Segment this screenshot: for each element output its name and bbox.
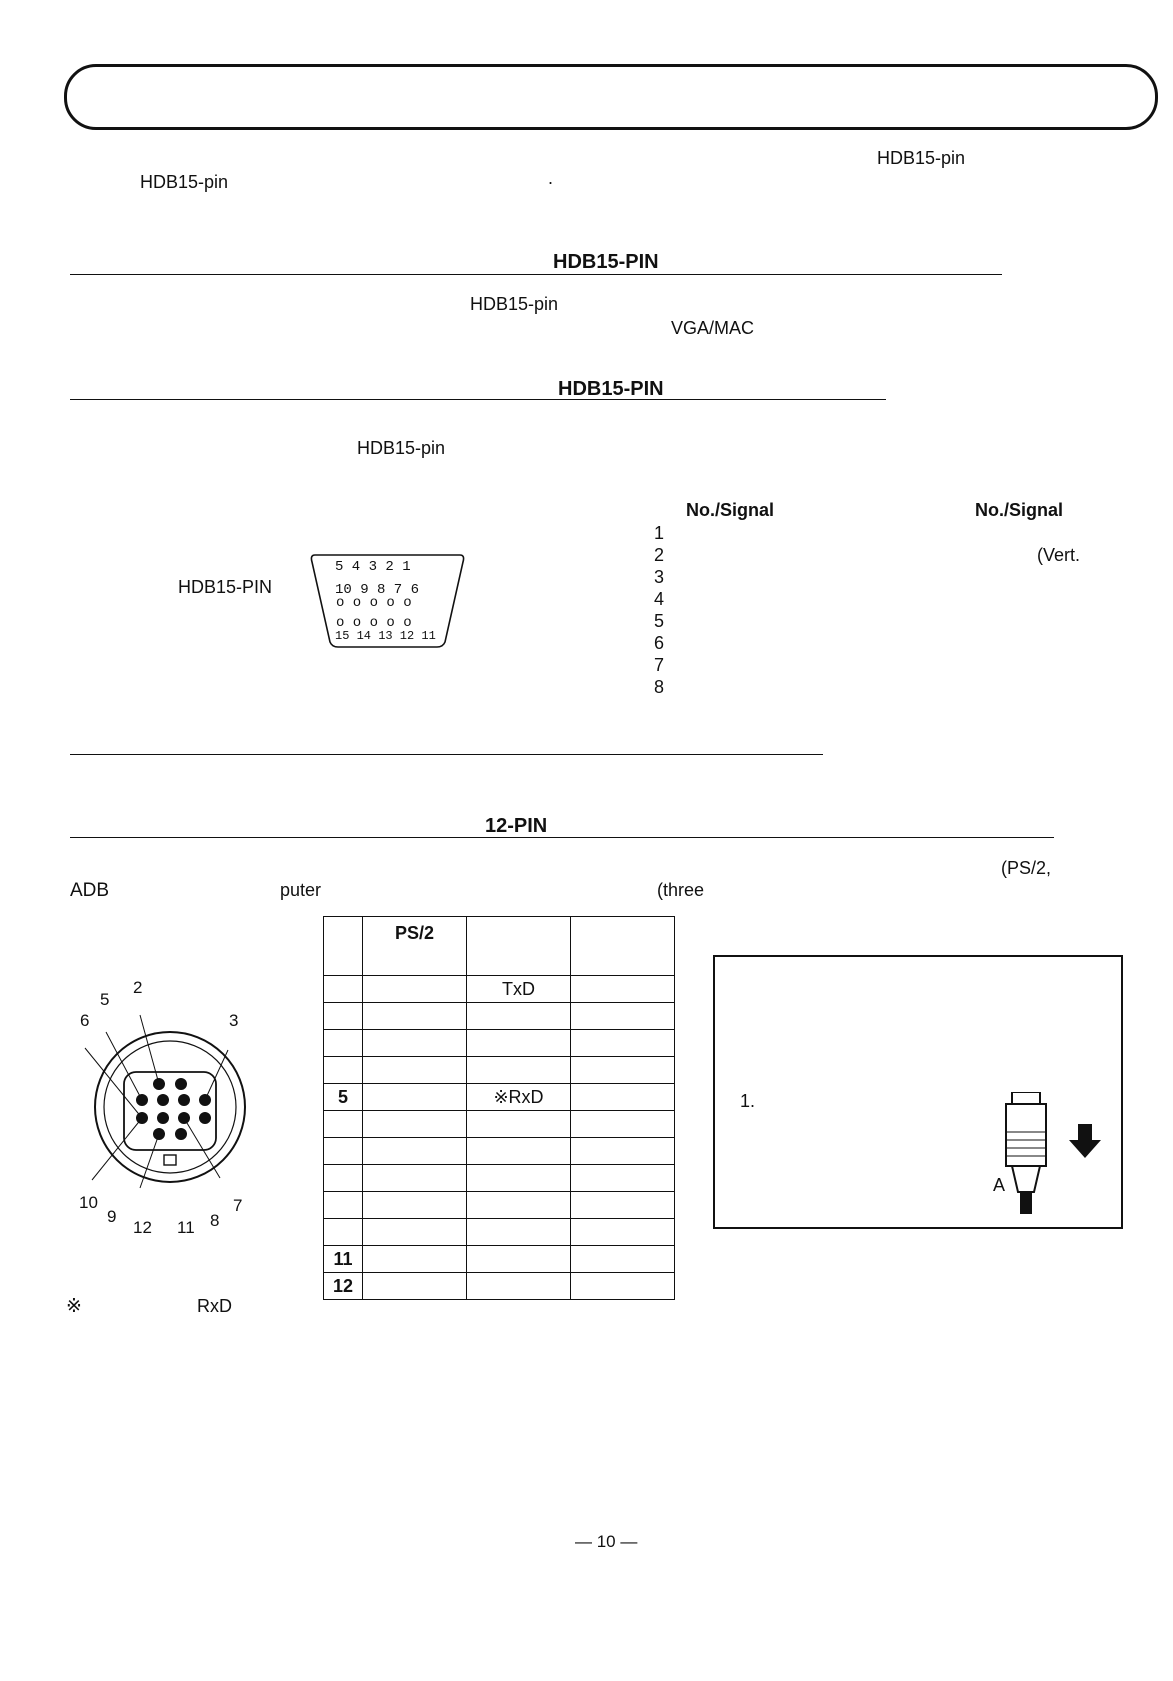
pin-number: 2	[654, 545, 665, 565]
table-cell	[571, 1192, 675, 1219]
table-cell	[363, 1030, 467, 1057]
table-cell	[324, 1030, 363, 1057]
section1-rule	[70, 274, 1002, 275]
table-cell	[571, 1057, 675, 1084]
table-header-cell	[571, 917, 675, 976]
table-cell	[467, 1057, 571, 1084]
table-row	[324, 1003, 675, 1030]
section2-end-rule	[70, 754, 823, 755]
col-header-1: No./Signal	[686, 500, 775, 520]
table-cell	[467, 1111, 571, 1138]
table-row	[324, 976, 675, 1003]
table-cell	[571, 1246, 675, 1273]
table-row	[324, 1273, 675, 1300]
table-row	[324, 1030, 675, 1057]
table-cell	[571, 1219, 675, 1246]
table-row	[324, 1219, 675, 1246]
table-cell	[324, 1003, 363, 1030]
section1-hdb: HDB15-pin	[470, 294, 559, 314]
table-cell	[324, 1192, 363, 1219]
table-cell	[363, 1084, 467, 1111]
pin-label: 7	[233, 1196, 243, 1215]
pin-number: 5	[654, 611, 665, 631]
table-cell	[324, 1138, 363, 1165]
intro-hdb-b: HDB15-pin	[140, 172, 229, 192]
pin-label: 10	[79, 1193, 98, 1212]
header-title-box	[64, 64, 1158, 130]
pin-label: 3	[229, 1011, 239, 1030]
table-cell	[467, 1165, 571, 1192]
section3-heading: 12-PIN	[485, 815, 548, 837]
connector-circles-bottom: o o o o o	[336, 615, 412, 631]
table-cell	[324, 1219, 363, 1246]
table-cell	[363, 1165, 467, 1192]
table-cell	[363, 1138, 467, 1165]
note-item-number: 1.	[740, 1091, 756, 1111]
pin-label: 9	[107, 1207, 117, 1226]
table-cell	[467, 1138, 571, 1165]
plug-insert-icon	[1000, 1092, 1115, 1222]
footnote-mark: ※	[66, 1296, 82, 1317]
pin-label: 2	[133, 978, 143, 997]
table-cell: 12	[324, 1273, 363, 1300]
table-cell: ※RxD	[467, 1084, 571, 1111]
vert-note: (Vert.	[1037, 545, 1081, 565]
table-cell	[363, 976, 467, 1003]
table-cell	[571, 1111, 675, 1138]
section3-adb: ADB	[70, 880, 110, 901]
connector-label: HDB15-PIN	[178, 577, 273, 597]
table-cell	[571, 1138, 675, 1165]
table-cell: 5	[324, 1084, 363, 1111]
footnote-text: RxD	[197, 1296, 232, 1316]
table-cell	[467, 1192, 571, 1219]
pin-number: 6	[654, 633, 665, 653]
table-cell: TxD	[467, 976, 571, 1003]
table-header-row	[324, 917, 675, 976]
table-cell	[571, 1273, 675, 1300]
table-row	[324, 1057, 675, 1084]
section3-three: (three	[657, 880, 705, 900]
section2-rule	[70, 399, 886, 400]
table-cell	[363, 1111, 467, 1138]
table-cell	[324, 1111, 363, 1138]
page-number: — 10 —	[575, 1532, 638, 1551]
section1-vga-mac: VGA/MAC	[671, 318, 755, 338]
table-cell: 11	[324, 1246, 363, 1273]
table-row	[324, 1084, 675, 1111]
pin-number: 1	[654, 523, 665, 543]
intro-dot: .	[548, 168, 554, 188]
section2-heading: HDB15-PIN	[558, 378, 664, 400]
table-cell	[467, 1030, 571, 1057]
table-cell	[467, 1273, 571, 1300]
table-cell	[571, 1003, 675, 1030]
table-cell	[571, 976, 675, 1003]
table-row	[324, 1111, 675, 1138]
pin-label: 12	[133, 1218, 152, 1237]
table-cell	[363, 1057, 467, 1084]
table-cell	[324, 1057, 363, 1084]
table-cell	[467, 1003, 571, 1030]
table-cell	[571, 1084, 675, 1111]
connector-mid-row: 10 9 8 7 6	[335, 582, 420, 598]
table-cell	[363, 1003, 467, 1030]
section2-hdb: HDB15-pin	[357, 438, 446, 458]
table-cell	[324, 976, 363, 1003]
section1-heading: HDB15-PIN	[553, 251, 659, 273]
pin-number: 4	[654, 589, 665, 609]
col-header-2: No./Signal	[975, 500, 1064, 520]
table-row	[324, 1138, 675, 1165]
note-box	[713, 955, 1123, 1229]
pin-label: 11	[177, 1218, 195, 1237]
table-cell	[363, 1192, 467, 1219]
section3-rule	[70, 837, 1054, 838]
intro-hdb-a: HDB15-pin	[877, 148, 966, 168]
table-cell	[571, 1030, 675, 1057]
pin-label: 6	[80, 1011, 90, 1030]
section3-computer: puter	[280, 880, 322, 900]
pin-number: 7	[654, 655, 665, 675]
table-cell	[467, 1246, 571, 1273]
pin-number: 3	[654, 567, 665, 587]
table-cell	[363, 1219, 467, 1246]
pin-label: 8	[210, 1211, 220, 1230]
connector-top-row: 5 4 3 2 1	[335, 559, 411, 575]
pin-label: 5	[100, 990, 110, 1009]
section3-ps2: (PS/2,	[1001, 858, 1052, 878]
table-cell	[363, 1273, 467, 1300]
table-header-cell	[467, 917, 571, 976]
table-header-cell: PS/2	[363, 917, 467, 976]
connector-circles-mid: o o o o o	[336, 595, 412, 611]
table-cell	[467, 1219, 571, 1246]
plug-label-a: A	[993, 1175, 1006, 1195]
table-cell	[363, 1246, 467, 1273]
table-cell	[324, 1165, 363, 1192]
table-cell	[571, 1165, 675, 1192]
table-row	[324, 1246, 675, 1273]
table-row	[324, 1192, 675, 1219]
table-row	[324, 1165, 675, 1192]
pin-table	[323, 916, 675, 1300]
table-header-cell	[324, 917, 363, 976]
pin-number: 8	[654, 677, 665, 697]
connector-bottom-row: 15 14 13 12 11	[335, 629, 436, 643]
